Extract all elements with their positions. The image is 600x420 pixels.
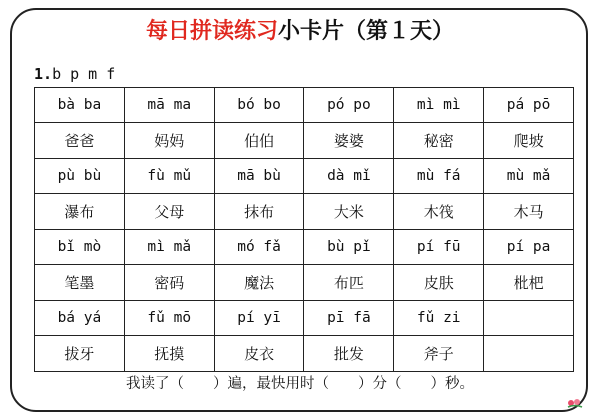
pinyin-cell: mā bù [214,159,304,194]
pinyin-cell: fù mǔ [124,159,214,194]
section-letters: b p m f [52,65,116,83]
pinyin-cell: bù pǐ [304,230,394,265]
pinyin-cell: bà ba [35,88,125,123]
pinyin-cell: mù mǎ [484,159,574,194]
hanzi-cell: 大米 [304,194,394,230]
section-number: 1. [34,65,53,83]
hanzi-cell: 秘密 [394,123,484,159]
pinyin-cell: pù bù [35,159,125,194]
pinyin-cell: bó bo [214,88,304,123]
hanzi-cell: 婆婆 [304,123,394,159]
pinyin-cell: bǐ mò [35,230,125,265]
pinyin-row [35,230,574,265]
pinyin-cell: fǔ zi [394,301,484,336]
hanzi-cell: 爸爸 [35,123,125,159]
pinyin-cell: pī fā [304,301,394,336]
hanzi-cell: 笔墨 [35,265,125,301]
pinyin-cell: mā ma [124,88,214,123]
pinyin-cell: mó fǎ [214,230,304,265]
pinyin-cell [484,301,574,336]
pinyin-cell: pí yī [214,301,304,336]
hanzi-cell: 枇杷 [484,265,574,301]
hanzi-cell: 父母 [124,194,214,230]
hanzi-cell: 爬坡 [484,123,574,159]
pinyin-cell: pí fū [394,230,484,265]
pinyin-cell: pó po [304,88,394,123]
pinyin-row [35,301,574,336]
pinyin-row [35,159,574,194]
hanzi-cell: 斧子 [394,336,484,372]
pinyin-cell: pá pō [484,88,574,123]
hanzi-cell: 皮肤 [394,265,484,301]
word-grid [34,87,574,372]
reading-record-line: 我读了（ ）遍，最快用时（ ）分（ ）秒。 [126,376,474,392]
pinyin-row [35,88,574,123]
hanzi-cell: 抚摸 [124,336,214,372]
flower-decoration-icon [566,396,584,408]
pinyin-cell: mì mǎ [124,230,214,265]
pinyin-cell: pí pa [484,230,574,265]
hanzi-cell: 批发 [304,336,394,372]
hanzi-row [35,194,574,230]
hanzi-cell: 木筏 [394,194,484,230]
section-heading [34,64,115,84]
title-day: 小卡片（第１天） [278,18,455,44]
pinyin-cell: fǔ mō [124,301,214,336]
hanzi-row [35,336,574,372]
card-title [0,16,600,46]
pinyin-cell: mù fá [394,159,484,194]
title-main: 每日拼读练习 [145,18,278,44]
pinyin-cell: dà mǐ [304,159,394,194]
hanzi-cell: 木马 [484,194,574,230]
hanzi-cell: 密码 [124,265,214,301]
hanzi-cell: 伯伯 [214,123,304,159]
hanzi-cell [484,336,574,372]
hanzi-row [35,123,574,159]
hanzi-cell: 布匹 [304,265,394,301]
hanzi-cell: 瀑布 [35,194,125,230]
pinyin-cell: mì mì [394,88,484,123]
pinyin-cell: bá yá [35,301,125,336]
hanzi-cell: 皮衣 [214,336,304,372]
hanzi-row [35,265,574,301]
hanzi-cell: 魔法 [214,265,304,301]
hanzi-cell: 抹布 [214,194,304,230]
hanzi-cell: 妈妈 [124,123,214,159]
hanzi-cell: 拔牙 [35,336,125,372]
